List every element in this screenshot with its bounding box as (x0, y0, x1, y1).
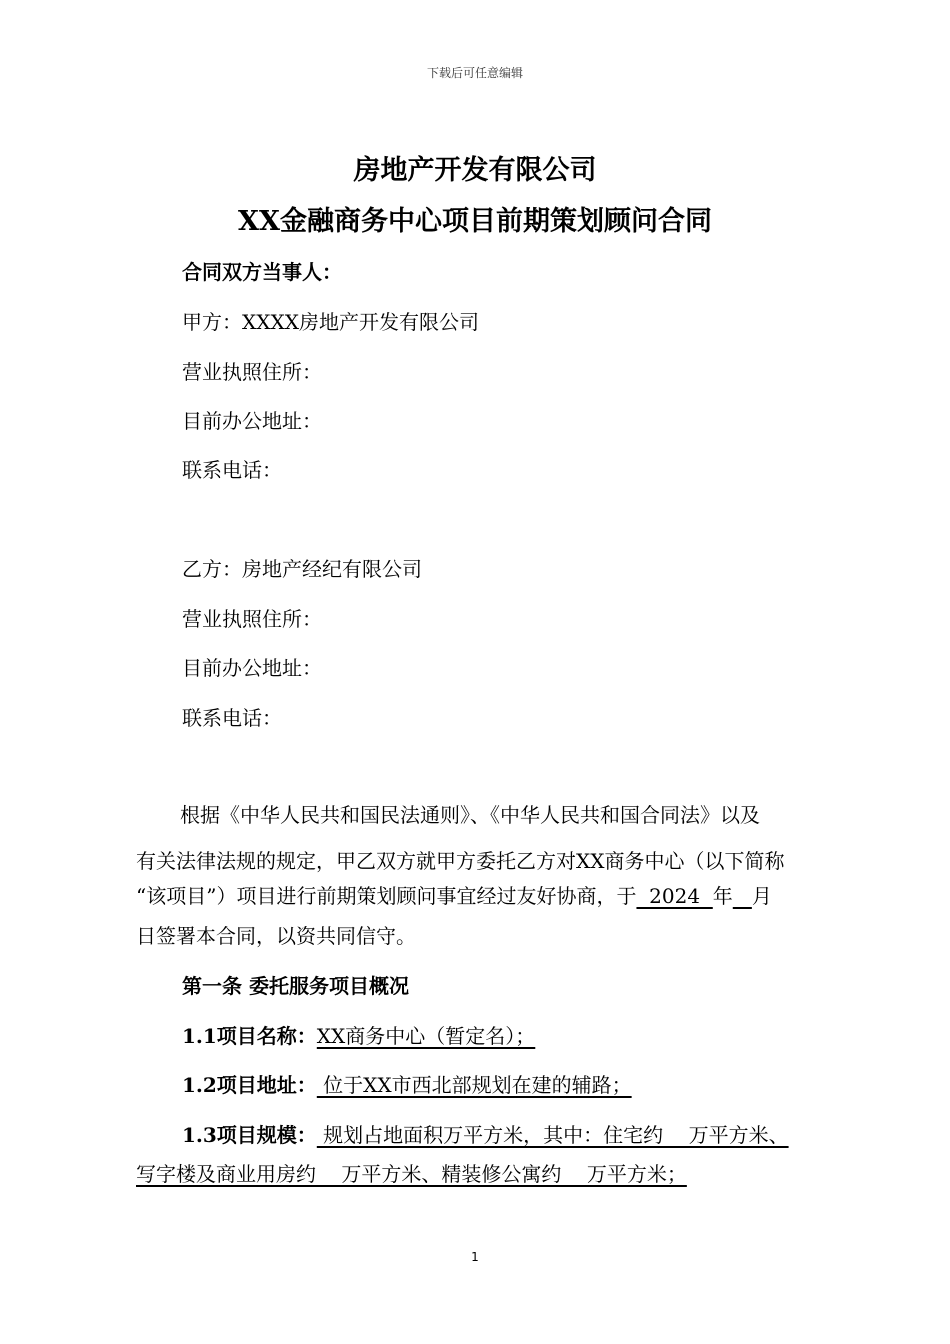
article-1-heading: 第一条 委托服务项目概况 (182, 974, 409, 998)
party-a-office-address: 目前办公地址： (182, 409, 322, 433)
party-b-office-address: 目前办公地址： (182, 656, 322, 680)
party-a-license-address: 营业执照住所： (182, 360, 322, 384)
page-number: 1 (471, 1250, 479, 1264)
project-address-value: 位于XX市西北部规划在建的辅路； (316, 1073, 632, 1097)
preamble-line-2: 有关法律法规的规定，甲乙双方就甲方委托乙方对XX商务中心（以下简称 (136, 849, 785, 873)
party-b-phone: 联系电话： (182, 706, 282, 730)
contract-year-blank: 2024 (636, 884, 713, 908)
document-title: 房地产开发有限公司 (353, 155, 597, 186)
article-1-item-3-continued (136, 1158, 687, 1187)
party-a-name: 甲方：XXXX房地产开发有限公司 (182, 310, 479, 334)
document-subtitle: XX金融商务中心项目前期策划顾问合同 (238, 206, 712, 237)
article-1-item-1 (182, 1020, 535, 1049)
month-label: 月 (751, 884, 772, 908)
article-1-item-3 (182, 1119, 789, 1148)
preamble-line-3-text: “该项目”）项目进行前期策划顾问事宜经过友好协商，于 (136, 884, 637, 908)
preamble-line-1: 根据《中华人民共和国民法通则》、《中华人民共和国合同法》以及 (180, 803, 760, 827)
project-scale-value-line-1: 规划占地面积万平方米，其中：住宅约 万平方米、 (316, 1123, 789, 1147)
party-b-name: 乙方：房地产经纪有限公司 (182, 557, 422, 581)
project-name-label: 1.1项目名称： (182, 1024, 317, 1048)
year-label: 年 (712, 884, 733, 908)
header-note: 下载后可任意编辑 (426, 66, 523, 80)
project-scale-value-line-2: 写字楼及商业用房约 万平方米、精装修公寓约 万平方米； (136, 1162, 687, 1186)
party-a-phone: 联系电话： (182, 458, 282, 482)
project-address-label: 1.2项目地址： (182, 1073, 317, 1097)
preamble-line-3 (136, 880, 772, 909)
project-scale-label: 1.3项目规模： (182, 1123, 317, 1147)
project-name-value: XX商务中心（暂定名）； (316, 1024, 536, 1048)
preamble-line-4: 日签署本合同，以资共同信守。 (136, 924, 416, 948)
article-1-item-2 (182, 1069, 632, 1098)
contract-month-blank (733, 884, 752, 908)
party-b-license-address: 营业执照住所： (182, 607, 322, 631)
parties-heading: 合同双方当事人： (182, 260, 342, 284)
